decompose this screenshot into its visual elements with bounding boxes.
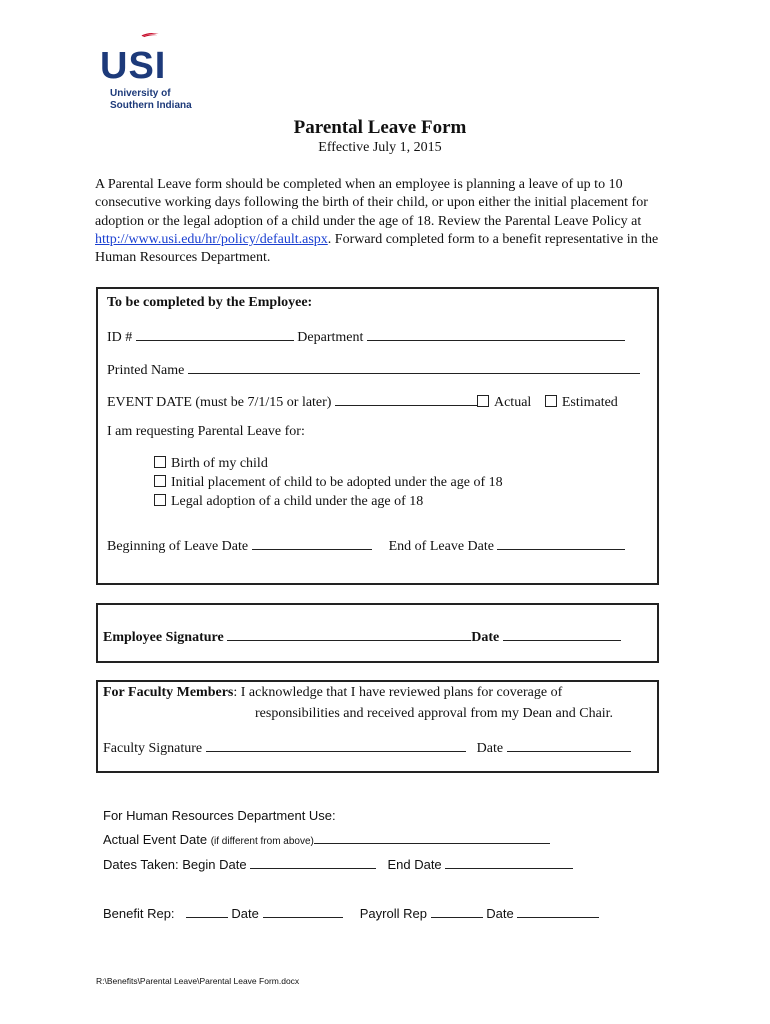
option-legal-adoption-checkbox[interactable] <box>154 494 166 506</box>
payroll-date-field[interactable] <box>517 905 599 918</box>
signature-row <box>103 628 621 646</box>
hr-actual-event-note: (if different from above) <box>210 836 314 847</box>
option-legal-adoption[interactable] <box>154 494 423 510</box>
estimated-label: Estimated <box>561 395 618 410</box>
option-birth-checkbox[interactable] <box>154 456 166 468</box>
hr-end-date-field[interactable] <box>445 856 573 869</box>
department-field[interactable] <box>367 328 625 341</box>
footer-file-path: R:\Benefits\Parental Leave\Parental Leave Form.docx <box>96 976 300 986</box>
logo-line-1: University of <box>110 88 171 99</box>
begin-date-label: Beginning of Leave Date <box>107 539 249 554</box>
faculty-signature-row <box>103 739 631 757</box>
benefit-rep-label: Benefit Rep: <box>103 906 175 921</box>
signature-date-label: Date <box>471 630 500 645</box>
faculty-heading: For Faculty Members <box>103 685 234 700</box>
option-placement-label: Initial placement of child to be adopted under the age of 18 <box>171 475 503 490</box>
form-subtitle: Effective July 1, 2015 <box>318 140 442 155</box>
payroll-date-label: Date <box>486 906 514 921</box>
employee-signature-label: Employee Signature <box>103 630 224 645</box>
benefit-rep-field[interactable] <box>186 905 228 918</box>
printed-name-field[interactable] <box>188 361 640 374</box>
hr-begin-date-label: Dates Taken: Begin Date <box>103 857 247 872</box>
payroll-rep-label: Payroll Rep <box>359 906 427 921</box>
benefit-date-label: Date <box>231 906 259 921</box>
hr-actual-event-field[interactable] <box>314 831 550 844</box>
hr-reps-row <box>103 905 599 921</box>
faculty-text-line-2: responsibilities and received approval from my Dean and Chair. <box>255 706 614 721</box>
hr-heading: For Human Resources Department Use: <box>103 808 336 823</box>
benefit-date-field[interactable] <box>263 905 343 918</box>
faculty-signature-label: Faculty Signature <box>103 741 203 756</box>
payroll-rep-field[interactable] <box>431 905 483 918</box>
option-placement-checkbox[interactable] <box>154 475 166 487</box>
event-date-label: EVENT DATE (must be 7/1/15 or later) <box>107 395 332 410</box>
faculty-date-field[interactable] <box>507 739 631 752</box>
intro-text-before: A Parental Leave form should be completed when an employee is planning a leave of up to 10 consecutive working days following the birth of their child, or upon either the initial placement for adoption or the legal adoption of a child under the age of 18. Review the Parental Leave Policy at <box>95 177 648 229</box>
estimated-checkbox[interactable] <box>545 395 557 407</box>
option-placement[interactable] <box>154 475 503 491</box>
hr-actual-event-row <box>103 831 550 847</box>
faculty-text-line-1: I acknowledge that I have reviewed plans for coverage of <box>240 685 563 700</box>
option-legal-adoption-label: Legal adoption of a child under the age of 18 <box>171 494 424 509</box>
actual-label: Actual <box>493 395 532 410</box>
signature-date-field[interactable] <box>503 628 621 641</box>
printed-name-label: Printed Name <box>107 363 185 378</box>
department-label: Department <box>297 330 364 345</box>
hr-begin-date-field[interactable] <box>250 856 376 869</box>
intro-text-after: . Forward completed form to a benefit representative in the Human Resources Department. <box>95 231 659 266</box>
option-birth[interactable] <box>154 456 268 472</box>
id-row <box>107 328 625 346</box>
faculty-line-1: For Faculty Members: I acknowledge that I have reviewed plans for coverage of <box>103 685 563 700</box>
form-title: Parental Leave Form <box>293 117 467 138</box>
employee-signature-field[interactable] <box>227 628 471 641</box>
event-date-field[interactable] <box>335 393 477 406</box>
printed-name-row <box>107 361 640 379</box>
faculty-date-label: Date <box>476 741 504 756</box>
end-date-field[interactable] <box>497 537 625 550</box>
leave-dates-row <box>107 537 625 555</box>
option-birth-label: Birth of my child <box>171 456 268 471</box>
actual-checkbox[interactable] <box>477 395 489 407</box>
id-label: ID # <box>107 330 133 345</box>
id-field[interactable] <box>136 328 294 341</box>
logo-abbr: USI <box>100 45 167 87</box>
policy-link[interactable]: http://www.usi.edu/hr/policy/default.aspx <box>95 231 328 247</box>
requesting-label: I am requesting Parental Leave for: <box>107 424 305 439</box>
employee-section-heading: To be completed by the Employee: <box>107 295 313 310</box>
intro-paragraph <box>95 176 675 267</box>
faculty-signature-field[interactable] <box>206 739 466 752</box>
hr-dates-taken-row <box>103 856 573 872</box>
hr-actual-event-label: Actual Event Date <box>103 832 208 847</box>
logo-line-2: Southern Indiana <box>110 100 192 111</box>
hr-end-date-label: End Date <box>387 857 442 872</box>
end-date-label: End of Leave Date <box>388 539 494 554</box>
begin-date-field[interactable] <box>252 537 372 550</box>
event-date-row <box>107 393 618 411</box>
